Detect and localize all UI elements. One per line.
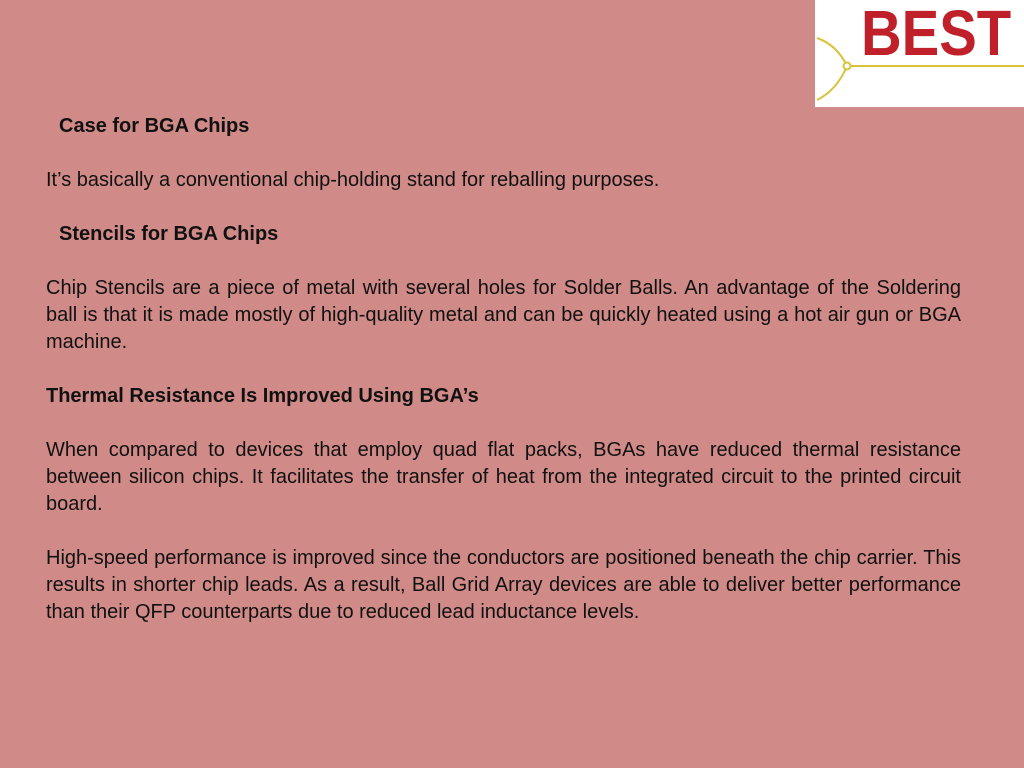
paragraph-case: It’s basically a conventional chip-holding stand for reballing purposes. — [46, 169, 660, 191]
heading-case-for-bga-chips: Case for BGA Chips — [59, 115, 250, 137]
heading-stencils-for-bga-chips: Stencils for BGA Chips — [59, 223, 279, 245]
heading-thermal-resistance: Thermal Resistance Is Improved Using BGA’s — [46, 385, 479, 407]
paragraph-stencils: Chip Stencils are a piece of metal with several holes for Solder Balls. An advantage of the Soldering ball is that it is made mostly of high-quality metal and can be quickly heated using a hot air gun or BGA machine. — [46, 277, 961, 353]
document-body — [46, 113, 961, 626]
logo-text: BEST — [861, 0, 1012, 69]
paragraph-thermal: When compared to devices that employ quad flat packs, BGAs have reduced thermal resistance between silicon chips. It facilitates the transfer of heat from the integrated circuit to the printed circuit board. — [46, 439, 961, 515]
best-logo — [815, 0, 1024, 107]
paragraph-high-speed: High-speed performance is improved since the conductors are positioned beneath the chip carrier. This results in shorter chip leads. As a result, Ball Grid Array devices are able to deliver better performance than their QFP counterparts due to reduced lead inductance levels. — [46, 547, 961, 623]
